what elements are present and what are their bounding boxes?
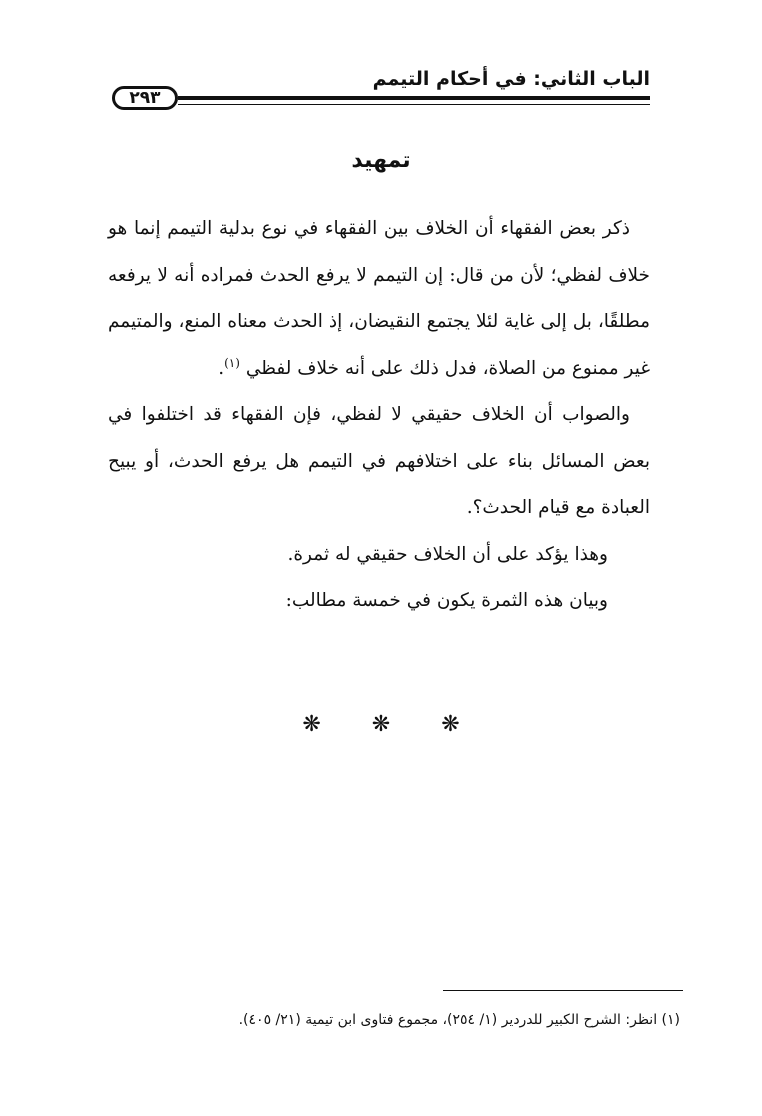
paragraph-4: وبيان هذه الثمرة يكون في خمسة مطالب: — [285, 590, 608, 611]
header-rule — [178, 96, 650, 100]
section-title: تمهيد — [351, 148, 411, 173]
paragraph-1-end: . — [218, 357, 225, 379]
page-number: ٢٩٣ — [112, 86, 178, 110]
paragraph-1-text: ذكر بعض الفقهاء أن الخلاف بين الفقهاء في نوع بدلية التيمم إنما هو خلاف لفظي؛ لأن من قال: إن التيمم لا يرفع الحدث فمراده أنه لا يرفعه مطلقًا، بل إلى غاية لئلا يجتمع النقيضان، إذ الحدث معناه المنع، والمتيمم غير ممنوع من الصلاة، فدل ذلك على أنه خلاف لفظي — [108, 218, 650, 379]
paragraph-1 — [108, 206, 650, 392]
paragraph-2: والصواب أن الخلاف حقيقي لا لفظي، فإن الفقهاء قد اختلفوا في بعض المسائل بناء على اختلافهم في التيمم هل يرفع الحدث، أو يبيح العبادة مع قيام الحدث؟. — [108, 404, 650, 518]
footnote-1: (١) انظر: الشرح الكبير للدردير (١/ ٢٥٤)، مجموع فتاوى ابن تيمية (٢١/ ٤٠٥). — [238, 1012, 680, 1028]
footnote-reference[interactable]: (١) — [224, 355, 240, 370]
running-header-title: الباب الثاني: في أحكام التيمم — [372, 68, 650, 90]
paragraph-3: وهذا يؤكد على أن الخلاف حقيقي له ثمرة. — [287, 543, 608, 565]
section-divider-ornament: ❋ ❋ ❋ — [302, 712, 482, 737]
body-text — [108, 206, 650, 625]
header-rule-thin — [178, 104, 650, 105]
footnote-separator — [443, 990, 683, 991]
